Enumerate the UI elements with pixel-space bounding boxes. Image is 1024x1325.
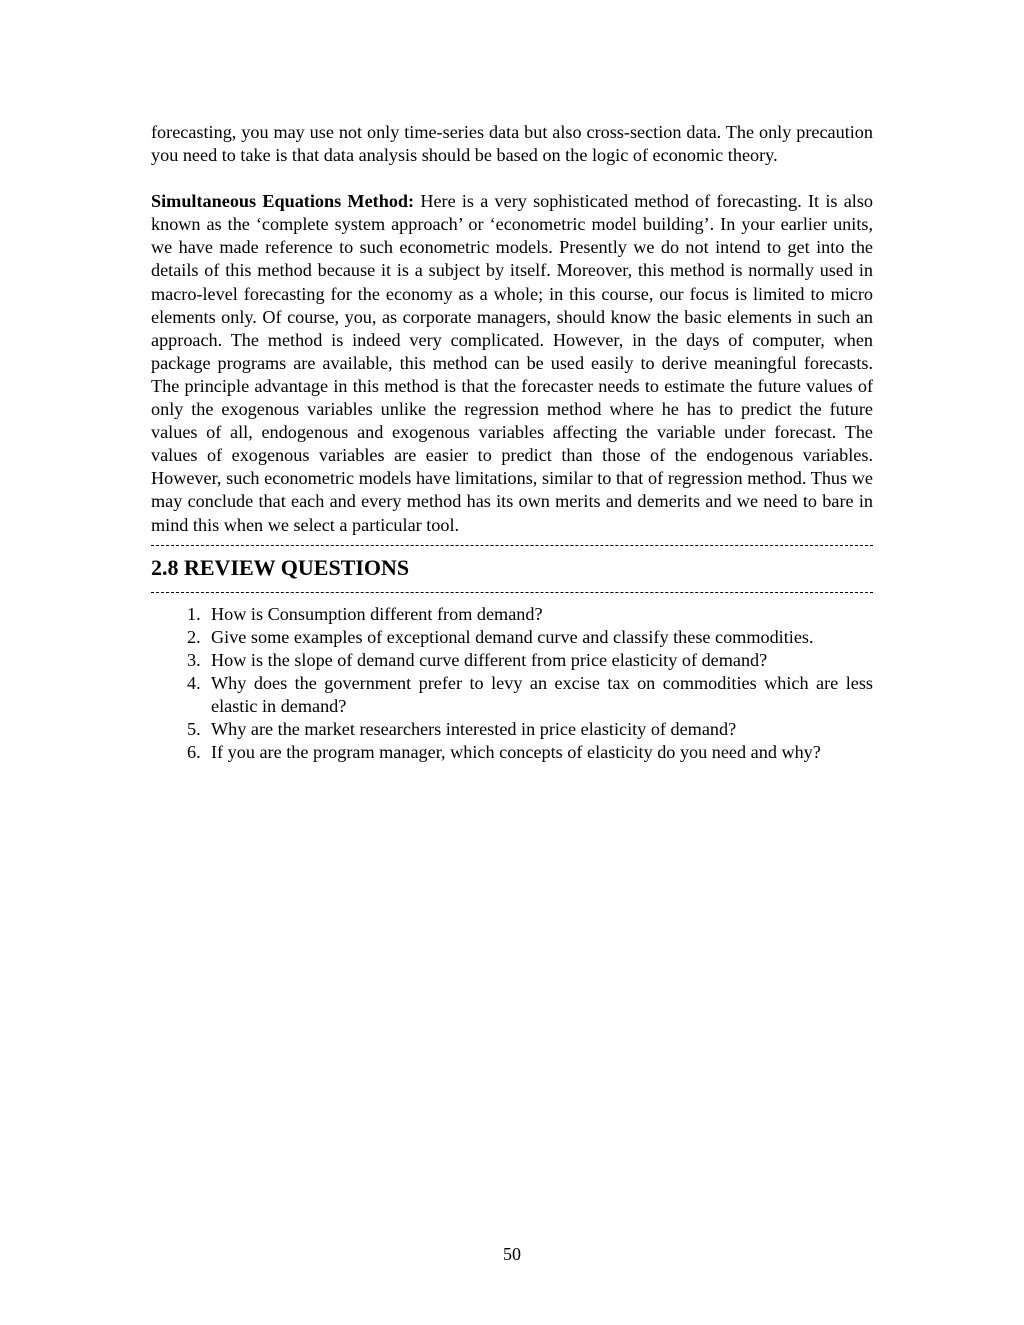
simultaneous-equations-paragraph xyxy=(151,190,873,536)
list-item xyxy=(151,626,873,649)
list-item xyxy=(151,718,873,741)
question-number: 1. xyxy=(187,603,201,624)
paragraph-spacer xyxy=(151,167,873,190)
intro-paragraph: forecasting, you may use not only time-series data but also cross-section data. The only precaution you need to take is that data analysis should be based on the logic of economic theory. xyxy=(151,122,873,166)
question-text: If you are the program manager, which concepts of elasticity do you need and why? xyxy=(211,742,821,763)
question-text: How is Consumption different from demand? xyxy=(211,603,543,624)
question-number: 4. xyxy=(187,672,201,693)
question-text: Why are the market researchers interested in price elasticity of demand? xyxy=(211,719,737,740)
page-number: 50 xyxy=(503,1244,521,1264)
dashed-rule-top xyxy=(151,537,873,553)
question-number: 6. xyxy=(187,742,201,763)
page-content xyxy=(151,121,873,764)
list-item xyxy=(151,603,873,626)
question-number: 3. xyxy=(187,649,201,670)
question-text: Give some examples of exceptional demand curve and classify these commodities. xyxy=(211,626,814,647)
question-number: 5. xyxy=(187,719,201,740)
question-text: How is the slope of demand curve different from price elasticity of demand? xyxy=(211,649,768,670)
simultaneous-equations-text: Here is a very sophisticated method of forecasting. It is also known as the ‘complete system approach’ or ‘econometric model building’. In your earlier units, we have made reference to such econometric models. Presently we do not intend to get into the details of this method because it is a subject by itself. Moreover, this method is normally used in macro-level forecasting for the economy as a whole; in this course, our focus is limited to micro elements only. Of course, you, as corporate managers, should know the basic elements in such an approach. The method is indeed very complicated. However, in the days of computer, when package programs are available, this method can be used easily to derive meaningful forecasts. The principle advantage in this method is that the forecaster needs to estimate the future values of only the exogenous variables unlike the regression method where he has to predict the future values of all, endogenous and exogenous variables affecting the variable under forecast. The values of exogenous variables are easier to predict than those of the endogenous variables. However, such econometric models have limitations, similar to that of regression method. Thus we may conclude that each and every method has its own merits and demerits and we need to bare in mind this when we select a particular tool. xyxy=(151,191,873,535)
simultaneous-equations-term: Simultaneous Equations Method: xyxy=(151,191,415,212)
question-text: Why does the government prefer to levy an excise tax on commodities which are less elastic in demand? xyxy=(211,672,873,716)
review-questions-list xyxy=(151,603,873,765)
section-heading: 2.8 REVIEW QUESTIONS xyxy=(151,554,410,580)
list-item xyxy=(151,649,873,672)
list-item xyxy=(151,741,873,764)
dashed-rule-bottom xyxy=(151,584,873,600)
list-item xyxy=(151,672,873,718)
question-number: 2. xyxy=(187,626,201,647)
